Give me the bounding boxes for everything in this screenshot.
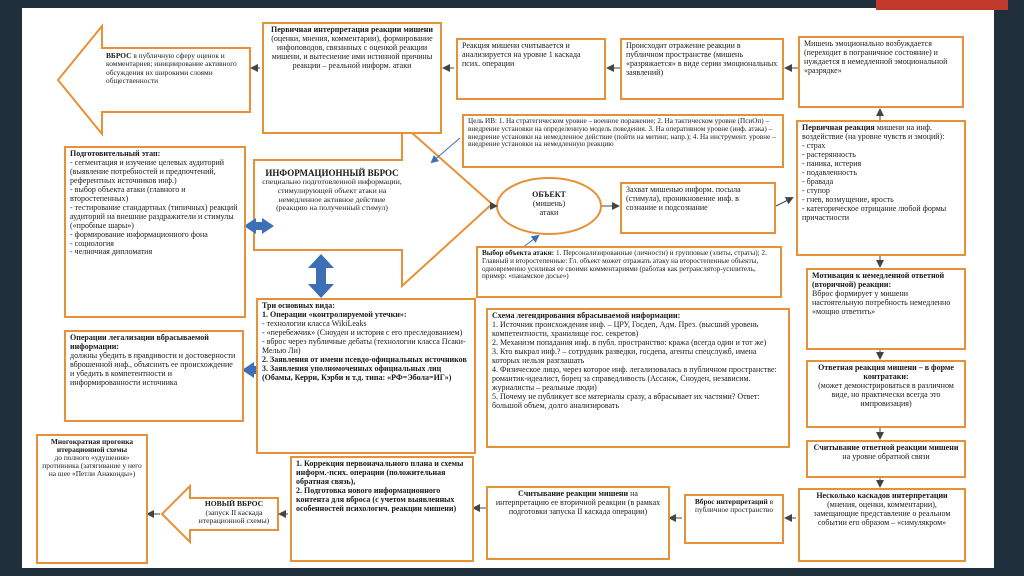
link-goal-arrow	[432, 138, 460, 162]
info-injection-text: ИНФОРМАЦИОННЫЙ ВБРОС специально подготовленной информации, стимулирующей объект атаки на немедленное активное действие (реакцию на полученный стимул)	[262, 168, 402, 213]
goal-box: Цель ИВ: 1. На стратегическом уровне – военное поражение; 2. На тактическом уровне (ПсиОп) – внедрение установки на определенную модель поведения. 3. На оперативном уровне (инф. атака) – внедрение установки на немедленное действие (пойти на митинг, напр.); 4. На инструмент. уровне – внедрение установки на немедленную реакцию	[462, 114, 784, 168]
reading-reaction-box: Считывание реакции мишени на интерпретацию ее вторичной реакции (в рамках подготовки запуска II каскада операции)	[486, 486, 670, 560]
reflection-box: Происходит отражение реакции в публичном пространстве (мишень «разряжается» в виде серии эмоциональных заявлений)	[620, 38, 784, 100]
three-types-box: Три основных вида: 1. Операции «контролируемой утечки»: - технологии класса WikiLeaks - «перебежчик» (Сноуден и история с его преследованием) - вброс через публичные дебаты (технологии класса Псаки-Мелью Ли) 2. Заявления от имени псевдо-официальных источников 3. Заявления уполномоченных официальных лиц (Обамы, Керри, Кэрби и т.д. типа: «РФ=Эбола=ИГ»)	[256, 298, 476, 454]
response-reaction-box: Ответная реакция мишени – в форме контратаки: (может демонстрироваться в различном виде, но практически всегда это импровизация)	[806, 360, 966, 428]
new-injection-text: НОВЫЙ ВБРОС (запуск II каскада итерационной схемы)	[198, 499, 270, 525]
preparatory-box: Подготовительный этап: - сегментация и изучение целевых аудиторий (выявление потребностей и предпочтений, референтных источников инф.) - выбор объекта атаки (главного и второстепенных) - тестирование стандартных (типичных) реакций аудиторий на внешние раздражители и стимулы («пробные шары») - формирование информационного фона - социология - челночная дипломатия	[64, 146, 246, 318]
capture-box: Захват мишенью информ. посыла (стимула), проникновение инф. в сознание и подсознание	[620, 182, 776, 234]
accent-bar	[876, 0, 1008, 10]
multi-run-box: Многократная прогонка итерационной схемы до полного «удушения» противника (затягивание у него на шее «Петли Анаконды»)	[36, 434, 148, 564]
injection-interp-box: Вброс интерпретаций в публичное пространство	[684, 494, 784, 544]
correction-box: 1. Коррекция первоначального плана и схемы информ.-псих. операции (положительная обратная связь), 2. Подготовка нового информационного контента для вброса (с учетом выявленных особенностей психологич. реакции мишени)	[290, 456, 474, 562]
slide	[22, 8, 994, 568]
left-arrow-text: ВБРОС в публичную сферу оценок и комментариев; инициирование активного обсуждения их широкими слоями общественности	[106, 51, 237, 85]
motivation-box: Мотивация к немедленной ответной (вторичной) реакции: Вброс формирует у мишени настоятельную потребность немедленно «мощно ответить»	[806, 268, 966, 350]
reading-response-box: Считывание ответной реакции мишени на уровне обратной связи	[806, 440, 966, 478]
object-text: ОБЪЕКТ (мишень) атаки	[532, 190, 566, 217]
link-capture-primary	[776, 198, 792, 206]
cascades-box: Несколько каскадов интерпретации (мнения, оценки, комментарии), замещающие представление о реальном событии его образом – «симулякром»	[798, 488, 966, 562]
legalization-ops-box: Операции легализации вбрасываемой информации: должны убедить в правдивости и достоверности вброшенной инф., объяснить ее происхождение и убедить в компетентности и информированности источника	[64, 330, 244, 422]
legalization-scheme-box: Схема легендирования вбрасываемой информации: 1. Источник происхождения инф. – ЦРУ, Госдеп, Адм. През. (высший уровень компетентности, хранилище гос. секретов) 2. Механизм попадания инф. в публ. пространство: кража (всегда один и тот же) 3. Кто выкрал инф.? – сотрудник разведки, госдепа, агенты спецслужб, имена которых нельзя разглашать 4. Физическое лицо, через которое инф. легализовалась в публичном пространстве: романтик-идеалист, борец за справедливость (Ассанж, Сноуден, независим. журналисты – реальные люди) 5. Почему не публикует все материалы сразу, а вбрасывает их частями? Ответ: большой объем, долго анализировать	[486, 308, 790, 448]
primary-reaction-box: Первичная реакция мишени на инф. воздействие (на уровне чувств и эмоций): - страх - растерянность - паника, истерия - подавленность - бравада - ступор - гнев, возмущение, ярость - категорическое отрицание любой формы причастности	[796, 120, 966, 256]
double-arrow-vertical	[308, 254, 334, 298]
object-choice-box: Выбор объекта атаки: 1. Персонализированные (личности) и групповые (элиты, страты); 2. Главный и второстепенные: Гл. объект может отражать атаку на второстепенные объекты, одновременно усиливая ее своими комментариями (работая как ретранслятор-усилитель, пример: «панамское досье»)	[476, 246, 782, 298]
target-reaction-read-box: Реакция мишени считывается и анализируется на уровне 1 каскада псих. операции	[456, 38, 606, 100]
emotional-box: Мишень эмоционально возбуждается (переходит в пограничное состояние) и нуждается в немедленной эмоциональной «разрядке»	[798, 36, 964, 108]
first-interpretation-box: Первичная интерпретация реакции мишени (оценки, мнения, комментарии), формирование инфоповодов, связанных с оценкой реакции мишени, и вытеснение ими истинной причины реакции – реальной информ. атаки	[262, 22, 442, 134]
